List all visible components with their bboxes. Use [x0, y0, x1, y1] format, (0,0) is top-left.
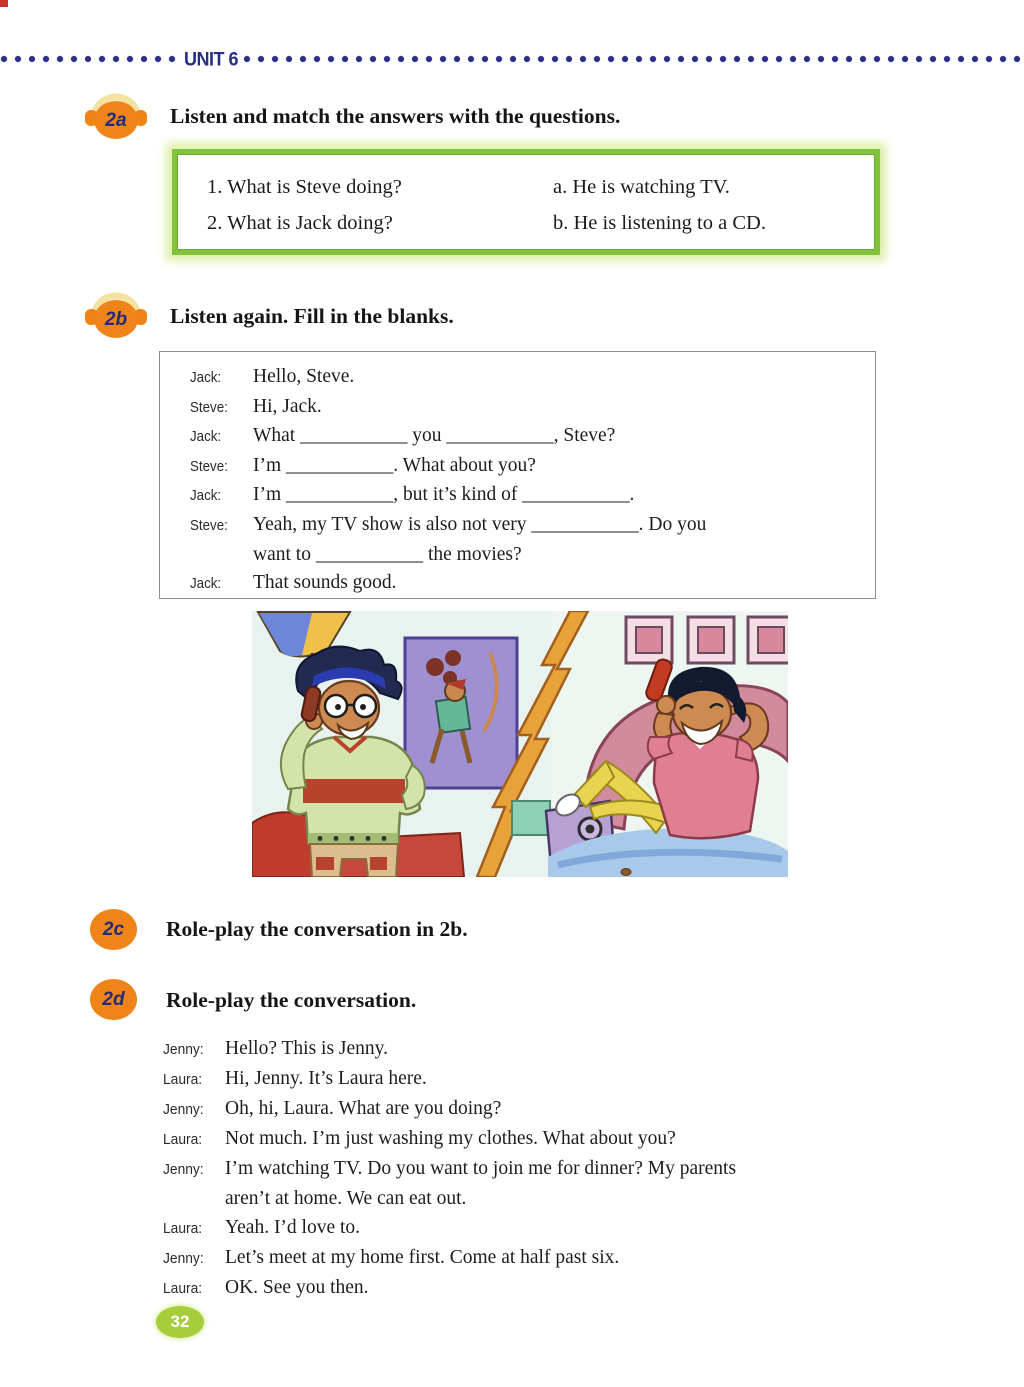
badge-label: 2d — [102, 988, 125, 1010]
badge-label: 2a — [105, 109, 127, 131]
illustration-boys-on-phone — [252, 611, 788, 877]
dialogue-text: Yeah. I’d love to. — [225, 1217, 361, 1238]
dialogue-row — [163, 1034, 973, 1064]
badge-label: 2c — [102, 918, 125, 940]
speaker-label: Jenny: — [163, 1041, 204, 1058]
speaker-label: Steve: — [190, 517, 228, 534]
dialogue-text: Hello, Steve. — [253, 366, 355, 387]
dialogue-row — [190, 511, 875, 541]
dialogue-text: What ___________ you ___________, Steve? — [253, 425, 616, 447]
speck — [621, 869, 631, 876]
speaker-label: Jack: — [190, 488, 222, 505]
dialogue-text: aren’t at home. We can eat out. — [225, 1188, 467, 1209]
speaker-label: Laura: — [163, 1071, 203, 1088]
dialogue-box-2b — [159, 351, 876, 599]
dialogue-text: Let’s meet at my home first. Come at half past six. — [225, 1247, 620, 1268]
speaker-label: Jenny: — [163, 1101, 204, 1118]
dialogue-text: Hi, Jenny. It’s Laura here. — [225, 1068, 427, 1089]
speaker-label: Steve: — [190, 399, 228, 416]
dialogue-row — [163, 1243, 973, 1273]
dialogue-row — [190, 541, 875, 570]
unit-header — [0, 47, 1024, 70]
section-heading-2d: Role-play the conversation. — [166, 988, 417, 1012]
section-heading-2a: Listen and match the answers with the questions. — [170, 104, 621, 128]
dialogue-row — [190, 393, 875, 423]
dialogue-row — [163, 1124, 973, 1154]
unit-title: UNIT 6 — [184, 47, 239, 70]
speaker-label: Jenny: — [163, 1250, 204, 1267]
badge-label: 2b — [104, 308, 128, 330]
dialogue-row — [163, 1064, 973, 1094]
dialogue-row — [163, 1154, 973, 1184]
section-heading-2c: Role-play the conversation in 2b. — [166, 917, 468, 941]
activity-badge-2a — [84, 91, 148, 143]
matching-box — [172, 149, 880, 255]
dialogue-text: OK. See you then. — [225, 1277, 369, 1298]
scan-artifact — [0, 0, 8, 7]
dialogue-row — [190, 363, 875, 393]
speaker-label: Laura: — [163, 1131, 203, 1148]
dialogue-row — [163, 1213, 973, 1243]
windows — [626, 617, 788, 663]
activity-badge-2d — [90, 979, 137, 1020]
dialogue-text: want to ___________ the movies? — [253, 543, 522, 565]
dialogue-row — [190, 481, 875, 511]
page-number-badge: 32 — [156, 1306, 204, 1338]
speaker-label: Jenny: — [163, 1161, 204, 1178]
dialogue-text: I’m ___________. What about you? — [253, 454, 536, 476]
dialogue-row — [190, 569, 875, 599]
dialogue-row — [190, 452, 875, 482]
dotted-rule — [243, 55, 1024, 63]
speaker-label: Laura: — [163, 1220, 203, 1237]
dialogue-text: I’m watching TV. Do you want to join me for dinner? My parents — [225, 1158, 737, 1179]
dialogue-text: Hello? This is Jenny. — [225, 1038, 389, 1059]
activity-badge-2b — [84, 290, 148, 342]
dialogue-row — [163, 1184, 973, 1213]
matching-grid — [177, 154, 875, 241]
dialogue-text: Yeah, my TV show is also not very ___________. Do you — [253, 513, 707, 535]
match-answer: b. He is listening to a CD. — [553, 212, 766, 234]
dialogue-text: Hi, Jack. — [253, 395, 322, 417]
match-question: 2. What is Jack doing? — [207, 212, 393, 234]
speaker-label: Steve: — [190, 458, 228, 475]
dialogue-text: Not much. I’m just washing my clothes. What about you? — [225, 1128, 676, 1149]
dialogue-row — [190, 422, 875, 452]
poster — [405, 638, 517, 788]
match-answer: a. He is watching TV. — [553, 176, 730, 198]
dialogue-row — [163, 1273, 973, 1303]
dialogue-text: I’m ___________, but it’s kind of ___________. — [253, 484, 635, 506]
dotted-rule — [0, 55, 182, 63]
activity-badge-2c — [90, 909, 137, 950]
speaker-label: Laura: — [163, 1280, 203, 1297]
dialogue-2d — [163, 1034, 973, 1303]
match-question: 1. What is Steve doing? — [207, 176, 402, 198]
speaker-label: Jack: — [190, 429, 222, 446]
dialogue-row — [163, 1094, 973, 1124]
speaker-label: Jack: — [190, 576, 222, 593]
cushion — [512, 801, 550, 835]
dialogue-2b — [190, 363, 875, 599]
dialogue-text: That sounds good. — [253, 572, 397, 594]
section-heading-2b: Listen again. Fill in the blanks. — [170, 304, 454, 328]
dialogue-text: Oh, hi, Laura. What are you doing? — [225, 1098, 502, 1119]
speaker-label: Jack: — [190, 370, 222, 386]
